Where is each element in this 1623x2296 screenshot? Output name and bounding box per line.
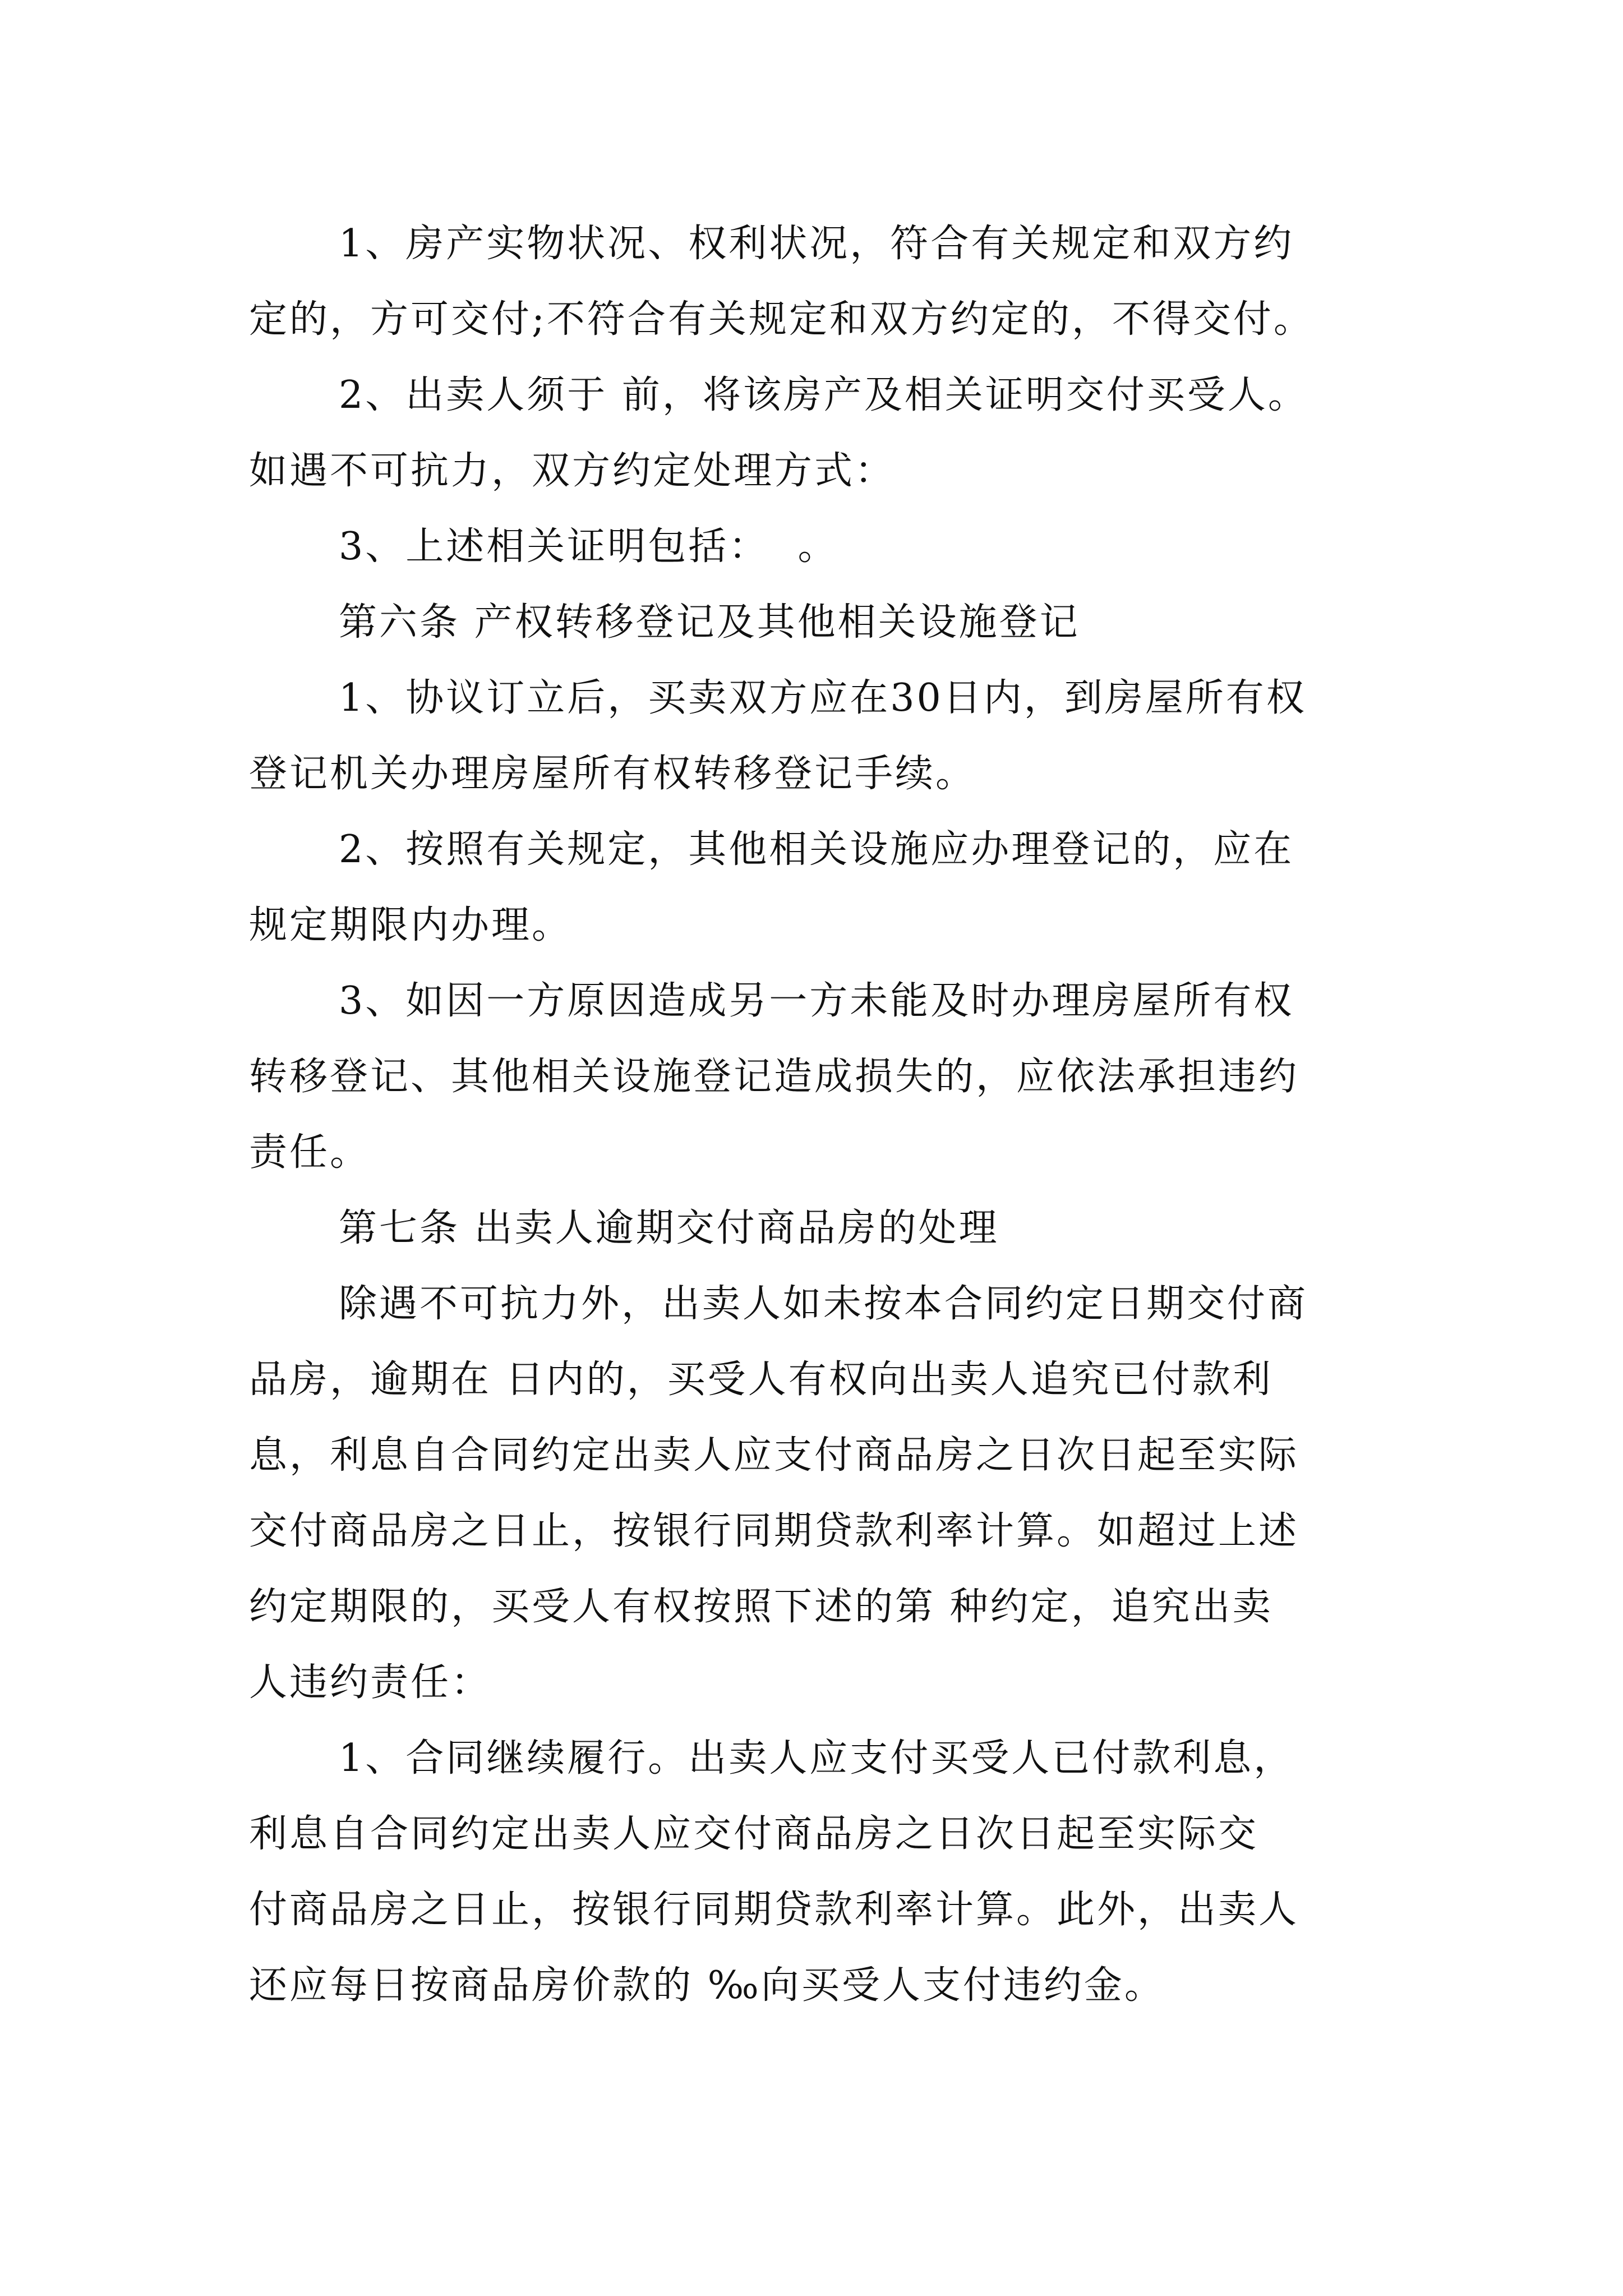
article-7-heading: 第七条 出卖人逾期交付商品房的处理 (339, 1206, 999, 1250)
clause-6-item-2-line-2: 规定期限内办理。 (249, 903, 573, 947)
clause-7-item-1-line-2: 利息自合同约定出卖人应交付商品房之日次日起至实际交 (249, 1812, 1259, 1856)
clause-6-item-1-line-2: 登记机关办理房屋所有权转移登记手续。 (249, 752, 976, 796)
article-7-para-line-1: 除遇不可抗力外，出卖人如未按本合同约定日期交付商 (339, 1282, 1308, 1326)
clause-6-item-3-line-1: 3、如因一方原因造成另一方未能及时办理房屋所有权 (339, 979, 1294, 1023)
clause-5-item-3: 3、上述相关证明包括： 。 (339, 524, 838, 569)
clause-6-item-1-line-1: 1、协议订立后，买卖双方应在30日内，到房屋所有权 (339, 676, 1307, 720)
article-7-para-line-2: 品房，逾期在 日内的，买受人有权向出卖人追究已付款利 (249, 1358, 1273, 1402)
article-7-para-line-3: 息，利息自合同约定出卖人应支付商品房之日次日起至实际 (249, 1433, 1299, 1478)
clause-7-item-1-line-1: 1、合同继续履行。出卖人应支付买受人已付款利息， (339, 1736, 1294, 1780)
clause-5-item-2-line-2: 如遇不可抗力，双方约定处理方式： (249, 449, 896, 493)
clause-6-item-2-line-1: 2、按照有关规定，其他相关设施应办理登记的，应在 (339, 827, 1294, 872)
clause-5-item-1-line-2: 定的，方可交付;不符合有关规定和双方约定的，不得交付。 (249, 297, 1314, 342)
article-6-heading: 第六条 产权转移登记及其他相关设施登记 (339, 600, 1080, 645)
clause-6-item-3-line-3: 责任。 (249, 1130, 371, 1175)
article-7-para-line-4: 交付商品房之日止，按银行同期贷款利率计算。如超过上述 (249, 1509, 1299, 1553)
clause-6-item-3-line-2: 转移登记、其他相关设施登记造成损失的，应依法承担违约 (249, 1055, 1299, 1099)
clause-7-item-1-line-3: 付商品房之日止，按银行同期贷款利率计算。此外，出卖人 (249, 1888, 1299, 1932)
clause-7-item-1-line-4: 还应每日按商品房价款的 ‰向买受人支付违约金。 (249, 1963, 1165, 2008)
clause-5-item-2-line-1: 2、出卖人须于 前，将该房产及相关证明交付买受人。 (339, 373, 1308, 417)
article-7-para-line-5: 约定期限的，买受人有权按照下述的第 种约定，追究出卖 (249, 1585, 1273, 1629)
clause-5-item-1-line-1: 1、房产实物状况、权利状况，符合有关规定和双方约 (339, 222, 1294, 266)
article-7-para-line-6: 人违约责任： (249, 1660, 492, 1705)
